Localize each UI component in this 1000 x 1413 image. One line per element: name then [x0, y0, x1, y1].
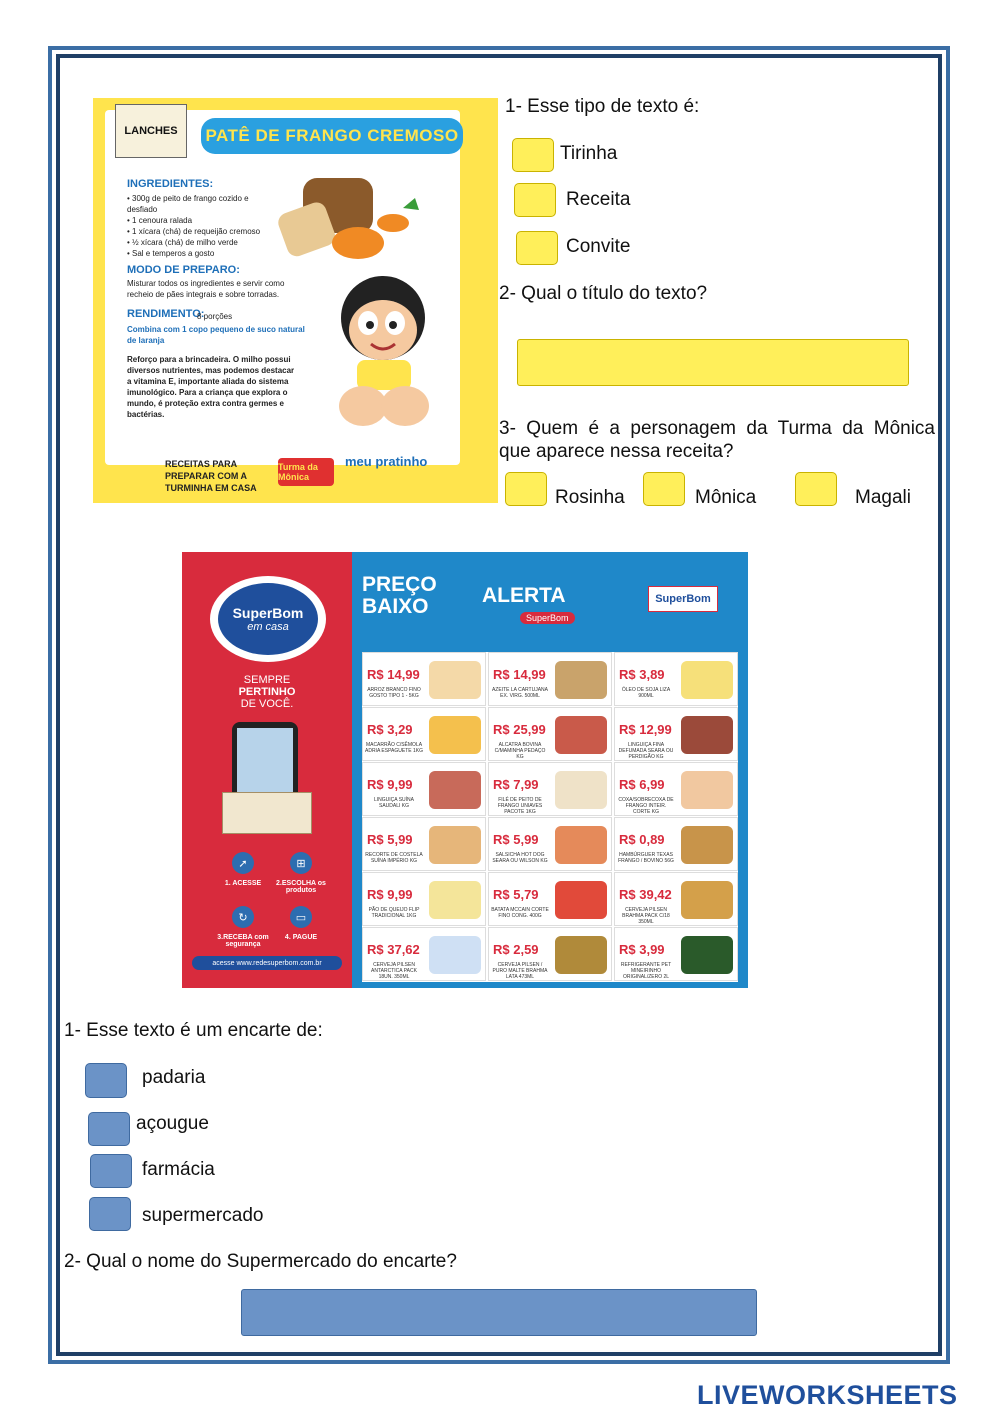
product-price: R$ 14,99	[367, 667, 420, 682]
product-cell	[488, 707, 612, 761]
question-flyer-type: 1- Esse texto é um encarte de:	[64, 1020, 323, 1041]
product-cell	[614, 927, 738, 981]
product-image	[681, 716, 733, 754]
card-icon: ▭	[290, 906, 312, 928]
product-cell	[362, 817, 486, 871]
option-label-rosinha: Rosinha	[555, 487, 625, 508]
question-1-text-type: 1- Esse tipo de texto é:	[505, 96, 700, 117]
option-checkbox-magali[interactable]	[795, 472, 837, 506]
product-image	[681, 881, 733, 919]
headline-line: PREÇO	[362, 573, 437, 596]
flyer-alert: ALERTA	[482, 584, 566, 607]
ingredient-item: • 1 cenoura ralada	[127, 216, 193, 225]
product-price: R$ 0,89	[619, 832, 665, 847]
product-image	[429, 661, 481, 699]
question-2-title: 2- Qual o título do texto?	[499, 283, 708, 304]
product-description: LINGUIÇA FINA DEFUMADA SEARA OU PERDIGÃO KG	[618, 742, 674, 760]
option-label-acougue: açougue	[136, 1113, 209, 1134]
product-image	[429, 936, 481, 974]
product-price: R$ 2,59	[493, 942, 539, 957]
product-description: HAMBÚRGUER TEXAS FRANGO / BOVINO 56G	[618, 852, 674, 864]
product-price: R$ 7,99	[493, 777, 539, 792]
flyer-site: acesse www.redesuperbom.com.br	[192, 956, 342, 970]
step-3: 3.RECEBA com segurança	[217, 934, 269, 948]
product-description: PÃO DE QUEIJO FLIP TRADICIONAL 1KG	[368, 907, 420, 919]
recipe-title: PATÊ DE FRANGO CREMOSO	[201, 118, 463, 154]
product-image	[429, 771, 481, 809]
recipe-tag: LANCHES	[115, 104, 187, 158]
yield-heading: RENDIMENTO:	[127, 308, 205, 320]
option-checkbox-acougue[interactable]	[88, 1112, 130, 1146]
product-cell	[362, 927, 486, 981]
meu-pratinho-logo: meu pratinho	[345, 454, 428, 469]
product-price: R$ 12,99	[619, 722, 672, 737]
recipe-card-image	[93, 98, 498, 503]
product-price: R$ 5,99	[493, 832, 539, 847]
question-supermarket-name: 2- Qual o nome do Supermercado do encarte?	[64, 1251, 457, 1272]
flyer-left-panel	[182, 552, 352, 988]
question-3-character-line2: que aparece nessa receita?	[499, 441, 734, 462]
option-checkbox-padaria[interactable]	[85, 1063, 127, 1098]
product-image	[555, 881, 607, 919]
turma-monica-logo: Turma da Mônica	[278, 458, 334, 486]
product-price: R$ 14,99	[493, 667, 546, 682]
method-heading: MODO DE PREPARO:	[127, 264, 240, 276]
answer-input-supermarket-name[interactable]	[241, 1289, 757, 1336]
product-description: COXA/SOBRECOXA DE FRANGO INTEIR. CORTE KG	[618, 797, 674, 815]
option-label-tirinha: Tirinha	[560, 143, 618, 164]
ingredients-heading: INGREDIENTES:	[127, 178, 214, 190]
product-cell	[614, 762, 738, 816]
option-label-padaria: padaria	[142, 1067, 206, 1088]
option-label-supermercado: supermercado	[142, 1205, 264, 1226]
product-cell	[488, 652, 612, 706]
ingredient-item: • 300g de peito de frango cozido e desfiado	[127, 194, 249, 214]
flyer-headline	[362, 574, 437, 618]
option-label-receita: Receita	[566, 189, 631, 210]
product-price: R$ 25,99	[493, 722, 546, 737]
option-checkbox-receita[interactable]	[514, 183, 556, 217]
product-description: LINGUIÇA SUÍNA SAUDALI KG	[373, 797, 414, 809]
product-price: R$ 6,99	[619, 777, 665, 792]
product-description: RECORTE DE COSTELA SUÍNA IMPÉRIO KG	[365, 852, 423, 864]
method-text: Misturar todos os ingredientes e servir como recheio de pães integrais e sobre torradas.	[127, 279, 285, 299]
question-3-character-line1: 3- Quem é a personagem da Turma da Mônica	[499, 418, 935, 439]
product-cell	[488, 762, 612, 816]
product-price: R$ 9,99	[367, 887, 413, 902]
superbom-logo	[218, 583, 318, 655]
option-label-magali: Magali	[855, 487, 911, 508]
flyer-logo-right: SuperBom	[648, 586, 718, 612]
liveworksheets-logo: LIVEWORKSHEETS	[697, 1380, 958, 1410]
product-description: BATATA MCCAIN CORTE FINO CONG. 400G	[491, 907, 549, 919]
yield-text: 8 porções	[197, 312, 233, 321]
step-1: 1. ACESSE	[224, 880, 262, 887]
ingredient-item: • ½ xícara (chá) de milho verde	[127, 238, 238, 247]
product-cell	[362, 872, 486, 926]
product-price: R$ 39,42	[619, 887, 672, 902]
product-image	[681, 771, 733, 809]
product-image	[681, 826, 733, 864]
tagline-line: SEMPRE	[243, 674, 291, 686]
product-price: R$ 37,62	[367, 942, 420, 957]
option-checkbox-monica[interactable]	[643, 472, 685, 506]
product-image	[555, 771, 607, 809]
product-description: AZEITE LA CARTUJANA EX. VIRG. 500ML	[491, 687, 549, 699]
product-price: R$ 3,89	[619, 667, 665, 682]
product-cell	[362, 762, 486, 816]
monica-character-illustration	[313, 268, 463, 428]
product-image	[555, 936, 607, 974]
option-label-convite: Convite	[566, 236, 631, 257]
flyer-tagline	[182, 674, 352, 710]
product-description: ALCATRA BOVINA C/MAMINHA PEDAÇO KG	[494, 742, 546, 760]
flyer-alert-sub: SuperBom	[520, 612, 575, 624]
product-image	[555, 661, 607, 699]
product-image	[681, 936, 733, 974]
product-description: CERVEJA PILSEN BRAHMA PACK C/18 350ML	[622, 907, 670, 925]
product-price: R$ 5,79	[493, 887, 539, 902]
cursor-icon: ➚	[232, 852, 254, 874]
ingredient-item: • 1 xícara (chá) de requeijão cremoso	[127, 227, 261, 236]
answer-input-title[interactable]	[517, 339, 909, 386]
note-text: Reforço para a brincadeira. O milho possui diversos nutrientes, mas podemos destacar a vitamina E, importante aliada do sistema imunológico. Para a criança que explora o mundo, é proteção extra contra germes e bactérias.	[127, 355, 295, 419]
product-image	[681, 661, 733, 699]
product-image	[429, 881, 481, 919]
product-image	[555, 826, 607, 864]
step-2: 2.ESCOLHA os produtos	[276, 880, 326, 894]
product-description: ARROZ BRANCO FINO GOSTO TIPO 1 - 5KG	[367, 687, 421, 699]
product-price: R$ 3,29	[367, 722, 413, 737]
combine-text: Combina com 1 copo pequeno de suco natural de laranja	[127, 325, 305, 345]
product-price: R$ 5,99	[367, 832, 413, 847]
product-cell	[362, 652, 486, 706]
product-description: REFRIGERANTE PET MINEIRINHO ORIGINAL/ZERO 2L	[620, 962, 672, 980]
product-price: R$ 9,99	[367, 777, 413, 792]
cart-icon: ⊞	[290, 852, 312, 874]
product-image	[555, 716, 607, 754]
grocery-box-illustration	[222, 792, 312, 834]
product-cell	[614, 872, 738, 926]
bread-chicken-illustration	[273, 168, 433, 268]
option-label-monica: Mônica	[695, 487, 757, 508]
option-checkbox-tirinha[interactable]	[512, 138, 554, 172]
headline-line: BAIXO	[362, 595, 429, 618]
product-cell	[488, 817, 612, 871]
product-description: SALSICHA HOT DOG SEARA OU WILSON KG	[492, 852, 548, 864]
ingredients-list	[127, 193, 267, 259]
product-description: CERVEJA PILSEN ANTARCTICA PACK 18UN. 350ML	[371, 962, 417, 980]
recipe-footer: RECEITAS PARA PREPARAR COM A TURMINHA EM CASA	[165, 459, 257, 493]
product-description: MACARRÃO C/SÊMOLA ADRIA ESPAGUETE 1KG	[365, 742, 423, 754]
product-image	[429, 716, 481, 754]
option-checkbox-rosinha[interactable]	[505, 472, 547, 506]
option-checkbox-supermercado[interactable]	[89, 1197, 131, 1231]
product-cell	[614, 817, 738, 871]
product-cell	[488, 927, 612, 981]
tagline-line: DE VOCÊ.	[240, 698, 294, 710]
product-grid	[362, 652, 738, 982]
superbom-logo-circle	[210, 576, 326, 662]
step-4: 4. PAGUE	[284, 934, 318, 941]
superbom-brand-text: SuperBom	[232, 605, 304, 621]
product-cell	[614, 652, 738, 706]
product-cell	[488, 872, 612, 926]
option-checkbox-convite[interactable]	[516, 231, 558, 265]
product-cell	[362, 707, 486, 761]
option-checkbox-farmacia[interactable]	[90, 1154, 132, 1188]
flyer-right-panel	[352, 552, 748, 988]
refresh-icon: ↻	[232, 906, 254, 928]
ingredient-item: • Sal e temperos a gosto	[127, 249, 215, 258]
superbom-brand-sub: em casa	[247, 621, 289, 633]
product-description: FILÉ DE PEITO DE FRANGO UNIAVES PACOTE 1KG	[497, 797, 543, 815]
product-cell	[614, 707, 738, 761]
tagline-line: PERTINHO	[238, 686, 296, 698]
product-price: R$ 3,99	[619, 942, 665, 957]
product-description: CERVEJA PILSEN / PURO MALTE BRAHMA LATA 473ML	[492, 962, 548, 980]
product-description: ÓLEO DE SOJA LIZA 900ML	[621, 687, 671, 699]
option-label-farmacia: farmácia	[142, 1159, 215, 1180]
supermarket-flyer-image	[182, 552, 748, 988]
product-image	[429, 826, 481, 864]
